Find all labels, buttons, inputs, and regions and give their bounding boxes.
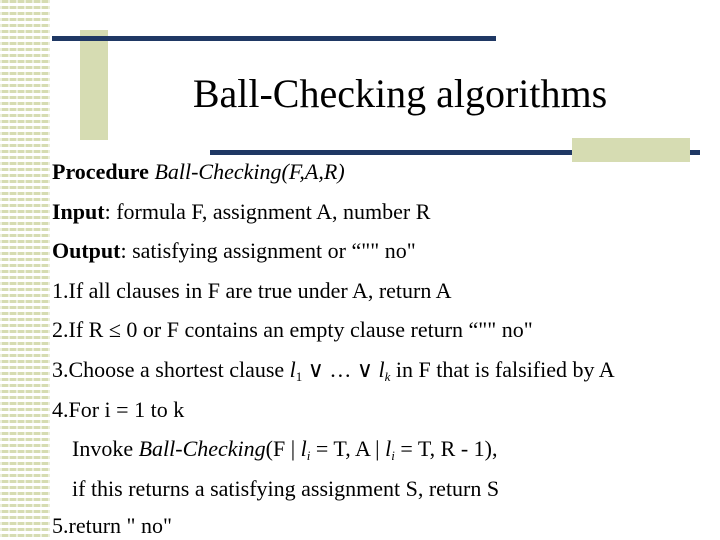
decorative-stripe [0, 0, 50, 540]
procedure-keyword: Procedure [52, 159, 149, 184]
disjunction: ∨ … ∨ [302, 357, 379, 382]
invoke-literal-sub-2: i [391, 448, 395, 463]
literal-l1: l [289, 357, 296, 382]
output-line [52, 237, 416, 265]
procedure-line [52, 158, 345, 186]
output-label: Output [52, 238, 121, 263]
invoke-line [72, 435, 497, 470]
step-5: 5.return " no" [52, 513, 172, 538]
invoke-procedure-name: Ball-Checking [138, 436, 266, 461]
invoke-args-open: (F | [265, 436, 301, 461]
literal-sub-1: 1 [295, 369, 303, 384]
invoke-keyword: Invoke [72, 436, 134, 461]
slide-title: Ball-Checking algorithms [192, 71, 608, 116]
step-3 [52, 356, 615, 391]
decorative-horizontal-block [572, 138, 690, 162]
step-4: 4.For i = 1 to k [52, 397, 185, 422]
input-text: : formula F, assignment A, number R [104, 199, 431, 224]
input-line [52, 198, 430, 226]
invoke-literal-sub-1: i [306, 448, 311, 463]
procedure-signature: Ball-Checking(F,A,R) [154, 159, 345, 184]
decorative-top-bar [52, 36, 496, 41]
step-1: 1.If all clauses in F are true under A, return A [52, 278, 452, 303]
literal-sub-k: k [384, 369, 391, 384]
step-3-prefix: 3.Choose a shortest clause [52, 357, 290, 382]
step-2: 2.If R ≤ 0 or F contains an empty clause return “"" no" [52, 317, 533, 342]
if-line: if this returns a satisfying assignment S, return S [72, 476, 500, 501]
decorative-vertical-block [80, 30, 108, 140]
invoke-args-mid: = T, A | [310, 436, 386, 461]
literal-lk: l [378, 357, 385, 382]
invoke-args-close: = T, R - 1), [394, 436, 498, 461]
invoke-literal-2: l [385, 436, 392, 461]
output-text: : satisfying assignment or “"" no" [120, 238, 416, 263]
step-3-suffix: in F that is falsified by A [390, 357, 615, 382]
input-label: Input [52, 199, 105, 224]
invoke-literal-1: l [300, 436, 307, 461]
